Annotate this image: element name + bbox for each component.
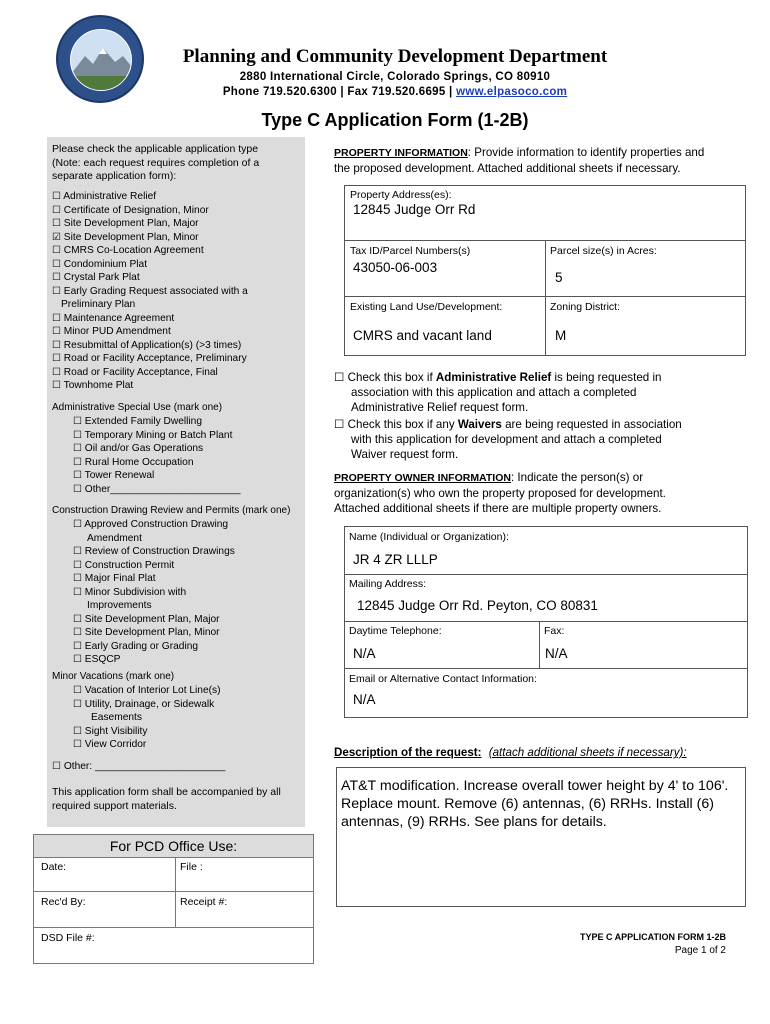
checked-checkbox-icon[interactable]: ☑ (52, 231, 61, 243)
parcel-size-label: Parcel size(s) in Acres: (550, 245, 657, 257)
form-title: Type C Application Form (1-2B) (261, 110, 529, 130)
pcd-date-label: Date: (41, 861, 67, 873)
fax-field[interactable]: N/A (545, 646, 568, 661)
checkbox-label: Minor PUD Amendment (60, 326, 171, 337)
checkbox-label: Tower Renewal (81, 470, 155, 481)
checkbox-icon[interactable]: ☐ (73, 586, 82, 598)
checkbox-label: Maintenance Agreement (60, 312, 175, 324)
checkbox-item[interactable] (73, 572, 235, 586)
check-text: with this application for development and attach a completed (351, 433, 662, 446)
checkbox-icon[interactable]: ☐ (73, 698, 82, 710)
checkbox-label: CMRS Co-Location Agreement (60, 245, 204, 256)
footer-page-number: Page 1 of 2 (674, 945, 726, 956)
checkbox-label: Sight Visibility (81, 725, 148, 737)
owner-info-heading: PROPERTY OWNER INFORMATION (334, 472, 511, 484)
other-checkbox[interactable] (52, 760, 225, 774)
note-line: This application form shall be accompanied by all (52, 786, 281, 798)
check-text: Check this box if (347, 371, 436, 384)
daytime-phone-label: Daytime Telephone: (349, 625, 442, 637)
checkbox-icon[interactable]: ☐ (52, 218, 61, 229)
checkbox-label: Oil and/or Gas Operations (81, 443, 204, 454)
checkbox-icon[interactable]: ☐ (73, 546, 82, 557)
checkbox-item[interactable] (73, 469, 241, 483)
checkbox-label-continuation: Easements (91, 712, 142, 723)
pcd-file-label: File : (180, 861, 203, 873)
divider (344, 668, 748, 669)
check-bold: Administrative Relief (435, 371, 552, 384)
website-link[interactable]: www.elpasoco.com (456, 86, 568, 98)
divider (34, 927, 313, 928)
checkbox-icon[interactable]: ☐ (73, 470, 82, 481)
special-use-heading: Administrative Special Use (mark one) (52, 402, 223, 413)
checkbox-icon[interactable]: ☐ (52, 285, 61, 297)
checkbox-item[interactable] (52, 231, 248, 245)
checkbox-label: Approved Construction Drawing (81, 519, 229, 530)
checkbox-label: Extended Family Dwelling (81, 416, 203, 427)
check-text: association with this application and attach a completed (351, 386, 637, 399)
waivers-checkbox[interactable]: ☐ (334, 418, 345, 431)
property-info-text: : Provide information to identify properties and (467, 146, 705, 159)
checkbox-label: Preliminary Plan (61, 299, 136, 310)
checkbox-item[interactable] (73, 684, 221, 698)
checkbox-icon[interactable]: ☐ (73, 483, 82, 495)
land-use-label: Existing Land Use/Development: (350, 301, 503, 313)
checkbox-label: Site Development Plan, Minor (60, 231, 199, 243)
checkbox-icon[interactable]: ☐ (73, 573, 82, 584)
checkbox-item[interactable] (52, 285, 248, 299)
mailing-address-label: Mailing Address: (349, 578, 427, 590)
vacations-heading: Minor Vacations (mark one) (52, 671, 175, 682)
checkbox-icon[interactable]: ☐ (73, 519, 82, 530)
checkbox-item[interactable] (73, 483, 241, 497)
checkbox-label: Review of Construction Drawings (81, 546, 235, 557)
divider (545, 240, 546, 356)
checkbox-item[interactable] (73, 725, 221, 739)
checkbox-item[interactable] (52, 379, 248, 393)
check-text: is being requested in (551, 371, 662, 384)
checkbox-label: Vacation of Interior Lot Line(s) (81, 685, 221, 696)
property-address-field[interactable]: 12845 Judge Orr Rd (353, 202, 476, 217)
admin-relief-checkbox[interactable]: ☐ (334, 371, 345, 384)
pcd-dsd-label: DSD File #: (41, 932, 95, 944)
checkbox-item[interactable] (52, 312, 248, 326)
checkbox-icon[interactable]: ☐ (73, 654, 82, 665)
footer-form-name: TYPE C APPLICATION FORM 1-2B (579, 932, 726, 942)
checkbox-label: Road or Facility Acceptance, Final (60, 366, 218, 378)
parcel-size-field[interactable]: 5 (555, 270, 563, 285)
property-info-intro (334, 145, 744, 176)
checkbox-label: Major Final Plat (81, 573, 156, 584)
sidebar-intro-line: Please check the applicable application type (52, 143, 259, 155)
checkbox-label: Site Development Plan, Major (60, 218, 199, 229)
checkbox-label-continuation: Improvements (87, 600, 152, 611)
county-seal-logo (56, 15, 144, 103)
checkbox-icon[interactable]: ☐ (52, 353, 61, 364)
pcd-receipt-label: Receipt #: (180, 896, 228, 908)
checkbox-label: Temporary Mining or Batch Plant (81, 429, 233, 441)
check-text: Waiver request form. (351, 448, 459, 461)
checkbox-label: Administrative Relief (60, 191, 157, 202)
description-text[interactable]: AT&T modification. Increase overall tower height by 4' to 106'. Replace mount. Remove (6) antennas, (6) RRHs. Install (6) antennas, (9) RRHs. See plans for details. (341, 778, 729, 830)
checkbox-icon[interactable]: ☐ (73, 416, 82, 427)
department-address: 2880 International Circle, Colorado Springs, CO 80910 (239, 71, 551, 83)
owner-name-field[interactable]: JR 4 ZR LLLP (353, 552, 438, 567)
waivers-check (334, 417, 749, 462)
checkbox-item[interactable] (52, 204, 248, 218)
check-text: are being requested in association (501, 418, 682, 431)
checkbox-icon[interactable]: ☐ (73, 429, 82, 441)
description-heading-row (334, 746, 754, 759)
checkbox-label: Rural Home Occupation (81, 456, 194, 468)
checkbox-item[interactable] (52, 271, 248, 285)
checkbox-label: View Corridor (81, 739, 147, 750)
property-info-text: the proposed development. Attached additional sheets if necessary. (334, 162, 681, 175)
department-name: Planning and Community Development Department (182, 46, 608, 67)
land-use-field[interactable]: CMRS and vacant land (353, 328, 492, 343)
tax-id-label: Tax ID/Parcel Numbers(s) (350, 245, 471, 257)
owner-info-text: organization(s) who own the property proposed for development. (334, 487, 666, 500)
checkbox-icon[interactable]: ☐ (52, 761, 61, 772)
email-field[interactable]: N/A (353, 692, 376, 707)
checkbox-icon[interactable]: ☐ (52, 366, 61, 378)
checkbox-icon[interactable]: ☐ (73, 443, 82, 454)
checkbox-icon[interactable]: ☐ (73, 559, 82, 571)
checkbox-label: Resubmittal of Application(s) (>3 times) (60, 339, 242, 351)
fax-label: Fax: (544, 625, 565, 637)
checkbox-icon[interactable]: ☐ (52, 380, 61, 391)
checkbox-icon[interactable]: ☐ (73, 725, 82, 737)
description-box[interactable] (336, 767, 746, 907)
divider (344, 621, 748, 622)
checkbox-label: Minor Subdivision with (81, 586, 187, 598)
sidebar-intro-line: (Note: each request requires completion of a (52, 156, 260, 169)
checkbox-item[interactable] (73, 545, 235, 559)
note-line: required support materials. (52, 799, 177, 812)
checkbox-item[interactable] (52, 217, 248, 231)
checkbox-label: ESQCP (81, 654, 121, 665)
divider (34, 857, 313, 858)
checkbox-item[interactable] (52, 325, 248, 339)
special-use-list (73, 415, 241, 496)
checkbox-item[interactable] (73, 415, 241, 429)
department-contact (150, 86, 640, 98)
checkbox-icon[interactable]: ☐ (52, 258, 61, 270)
email-label: Email or Alternative Contact Information: (349, 673, 537, 685)
vacations-list (73, 684, 221, 752)
other-label: Other: _______________________ (63, 761, 226, 772)
description-hint: (attach additional sheets if necessary): (488, 746, 687, 759)
checkbox-item (52, 298, 248, 312)
pcd-office-use-box (33, 834, 314, 964)
application-types-list (52, 190, 248, 393)
property-address-label: Property Address(es): (350, 189, 452, 201)
zoning-field[interactable]: M (555, 328, 567, 343)
sidebar-intro (52, 143, 302, 184)
owner-info-text: : Indicate the person(s) or (510, 471, 644, 484)
checkbox-icon[interactable]: ☐ (52, 339, 61, 351)
checkbox-item[interactable] (73, 518, 235, 532)
checkbox-label: Certificate of Designation, Minor (60, 204, 209, 216)
owner-name-label: Name (Individual or Organization): (349, 531, 509, 543)
checkbox-item[interactable] (52, 244, 248, 258)
admin-relief-check (334, 370, 749, 415)
checkbox-item[interactable] (52, 352, 248, 366)
construction-list (73, 518, 235, 667)
checkbox-icon[interactable]: ☐ (52, 204, 61, 216)
checkbox-icon[interactable]: ☐ (73, 640, 82, 652)
checkbox-label: Other_______________________ (81, 483, 241, 495)
checkbox-icon[interactable]: ☐ (73, 456, 82, 468)
pcd-recd-label: Rec'd By: (41, 896, 86, 908)
checkbox-item[interactable] (73, 456, 241, 470)
checkbox-label: Townhome Plat (60, 380, 134, 391)
property-info-heading: PROPERTY INFORMATION (334, 147, 468, 159)
checkbox-item[interactable] (73, 626, 235, 640)
checkbox-item[interactable] (73, 559, 235, 573)
checkbox-item[interactable] (73, 640, 235, 654)
checkbox-item[interactable] (73, 429, 241, 443)
checkbox-item[interactable] (52, 190, 248, 204)
owner-info-text: Attached additional sheets if there are multiple property owners. (334, 502, 662, 515)
checkbox-label: Road or Facility Acceptance, Preliminary (60, 353, 247, 364)
checkbox-item[interactable] (73, 738, 221, 752)
owner-info-intro (334, 470, 749, 516)
pcd-title: For PCD Office Use: (34, 835, 313, 857)
checkbox-item[interactable] (73, 698, 221, 712)
mailing-address-field[interactable]: 12845 Judge Orr Rd. Peyton, CO 80831 (357, 598, 598, 613)
construction-heading: Construction Drawing Review and Permits (mark one) (52, 505, 291, 516)
checkbox-item[interactable] (73, 586, 235, 600)
sidebar-intro-line: separate application form): (52, 170, 177, 182)
divider (34, 891, 313, 892)
checkbox-label: Early Grading Request associated with a (60, 285, 248, 297)
checkbox-icon[interactable]: ☐ (52, 312, 61, 324)
checkbox-label: Construction Permit (81, 559, 175, 571)
checkbox-label: Early Grading or Grading (81, 640, 199, 652)
description-heading: Description of the request: (334, 746, 482, 759)
checkbox-icon[interactable]: ☐ (52, 245, 61, 256)
checkbox-item[interactable] (73, 613, 235, 627)
checkbox-label: Crystal Park Plat (60, 272, 140, 283)
checkbox-icon[interactable]: ☐ (73, 685, 82, 696)
checkbox-item[interactable] (52, 366, 248, 380)
tax-id-field[interactable]: 43050-06-003 (353, 260, 438, 275)
zoning-label: Zoning District: (550, 301, 621, 313)
checkbox-label: Condominium Plat (60, 258, 148, 270)
checkbox-icon[interactable]: ☐ (52, 191, 61, 202)
checkbox-item[interactable] (52, 339, 248, 353)
checkbox-icon[interactable]: ☐ (52, 272, 61, 283)
checkbox-icon[interactable]: ☐ (73, 627, 82, 638)
checkbox-item[interactable] (73, 442, 241, 456)
check-bold: Waivers (457, 418, 502, 431)
daytime-phone-field[interactable]: N/A (353, 646, 376, 661)
check-text: Administrative Relief request form. (351, 401, 529, 414)
divider (539, 621, 540, 668)
support-materials-note (52, 786, 302, 813)
checkbox-label: Site Development Plan, Minor (81, 627, 220, 638)
checkbox-icon[interactable]: ☐ (73, 739, 82, 750)
divider (175, 857, 176, 927)
checkbox-label: Utility, Drainage, or Sidewalk (81, 698, 215, 710)
check-text: Check this box if any (347, 418, 458, 431)
phone-fax: Phone 719.520.6300 | Fax 719.520.6695 | (222, 86, 457, 98)
checkbox-label-continuation: Amendment (87, 532, 142, 544)
checkbox-icon[interactable]: ☐ (52, 326, 61, 337)
checkbox-icon[interactable]: ☐ (73, 613, 82, 625)
checkbox-item[interactable] (73, 653, 235, 667)
checkbox-item[interactable] (52, 258, 248, 272)
divider (344, 574, 748, 575)
checkbox-label: Site Development Plan, Major (81, 613, 220, 625)
